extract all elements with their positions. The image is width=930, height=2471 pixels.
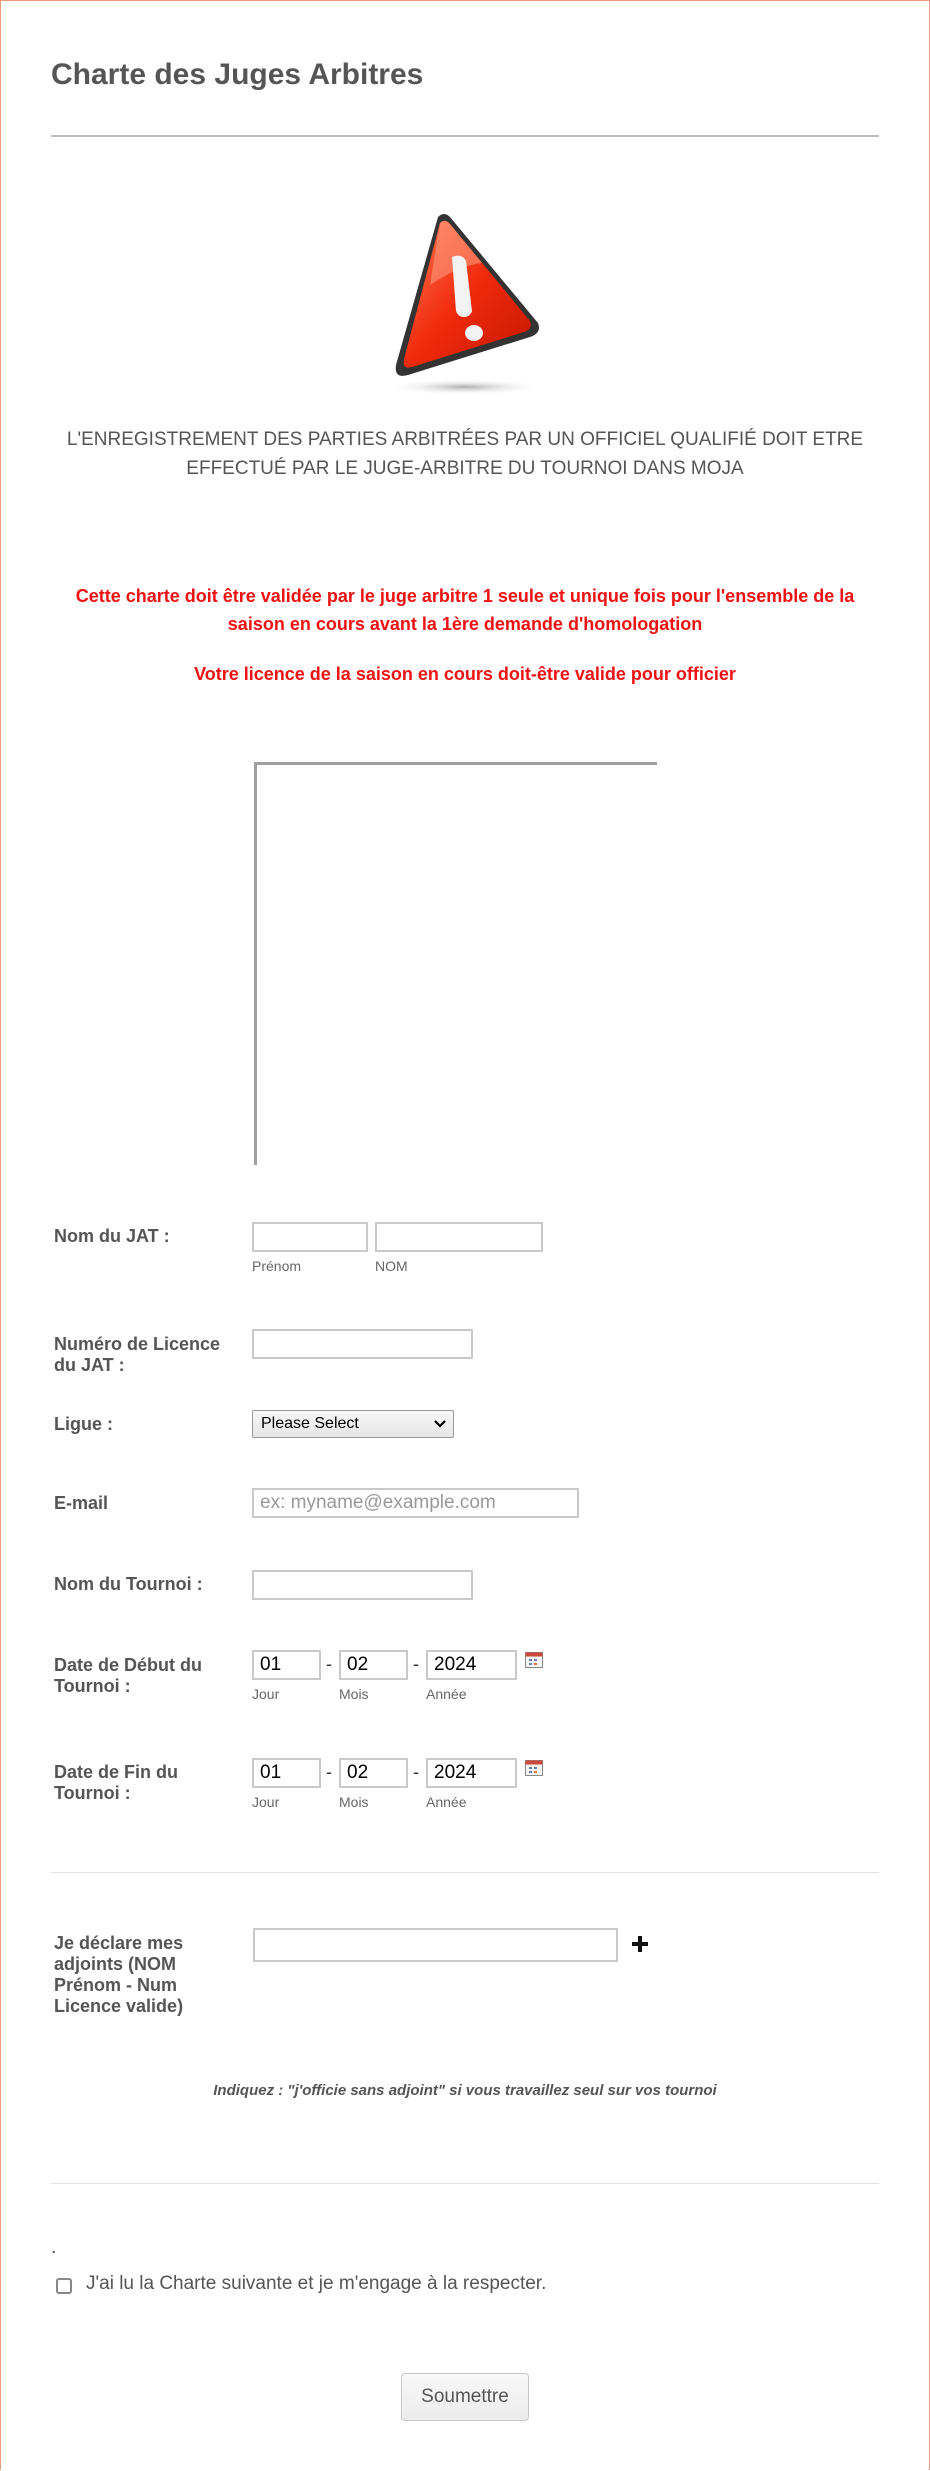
charter-embed-frame[interactable] — [254, 762, 657, 1165]
ligue-label: Ligue : — [54, 1414, 113, 1434]
date-separator: - — [413, 1654, 419, 1674]
charter-agree-label[interactable]: J'ai lu la Charte suivante et je m'engage à la respecter. — [86, 2273, 547, 2294]
last-name-sublabel: NOM — [375, 1258, 408, 1274]
chevron-down-icon — [433, 1415, 447, 1433]
date-debut-label-line2: Tournoi : — [54, 1676, 131, 1696]
month-sublabel: Mois — [339, 1794, 369, 1810]
last-name-input[interactable] — [375, 1222, 543, 1252]
adjoints-label-line3: Prénom - Num — [54, 1975, 178, 1995]
tournoi-input[interactable] — [252, 1570, 473, 1600]
charter-agree-checkbox[interactable] — [56, 2278, 72, 2294]
date-debut-day-input[interactable]: 01 — [252, 1650, 321, 1680]
email-label: E-mail — [54, 1493, 109, 1513]
warning-triangle-icon — [370, 205, 560, 405]
form-title: Charte des Juges Arbitres — [51, 58, 424, 91]
date-fin-day-input[interactable]: 01 — [252, 1758, 321, 1788]
date-fin-month-input[interactable]: 02 — [339, 1758, 408, 1788]
first-name-input[interactable] — [252, 1222, 368, 1252]
email-input[interactable]: ex: myname@example.com — [252, 1488, 579, 1518]
date-separator: - — [413, 1762, 419, 1782]
section-divider — [51, 2183, 879, 2184]
day-sublabel: Jour — [252, 1794, 280, 1810]
adjoints-label-line1: Je déclare mes — [54, 1933, 184, 1953]
day-sublabel: Jour — [252, 1686, 280, 1702]
adjoints-label-line2: adjoints (NOM — [54, 1954, 176, 1974]
licence-warning: Votre licence de la saison en cours doit-être valide pour officier — [194, 664, 736, 684]
section-divider — [51, 1872, 879, 1873]
moja-notice: L'ENREGISTREMENT DES PARTIES ARBITRÉES PAR UN OFFICIEL QUALIFIÉ DOIT ETRE EFFECTUÉ PAR LE JUGE-ARBITRE DU TOURNOI DANS MOJA — [66, 429, 864, 479]
date-debut-year-input[interactable]: 2024 — [426, 1650, 517, 1680]
date-fin-label-line1: Date de Fin du — [54, 1762, 179, 1782]
charter-warning-line2: saison en cours avant la 1ère demande d'homologation — [227, 614, 703, 634]
date-fin-label — [54, 1762, 244, 1804]
nom-jat-label: Nom du JAT : — [54, 1226, 170, 1246]
submit-button[interactable]: Soumettre — [401, 2373, 529, 2421]
calendar-icon[interactable] — [525, 1760, 543, 1776]
licence-input[interactable] — [252, 1329, 473, 1359]
ligue-selected-value: Please Select — [261, 1415, 359, 1432]
licence-label — [54, 1334, 244, 1376]
charter-dot: . — [51, 2236, 57, 2258]
calendar-icon[interactable] — [525, 1652, 543, 1668]
date-fin-year-input[interactable]: 2024 — [426, 1758, 517, 1788]
adjoints-hint: Indiquez : "j'officie sans adjoint" si vous travaillez seul sur vos tournoi — [213, 2082, 717, 2099]
date-separator: - — [326, 1654, 332, 1674]
year-sublabel: Année — [426, 1686, 467, 1702]
date-separator: - — [326, 1762, 332, 1782]
tournoi-label: Nom du Tournoi : — [54, 1574, 203, 1594]
add-adjoint-plus-icon[interactable] — [630, 1934, 650, 1954]
date-debut-label — [54, 1655, 244, 1697]
date-fin-label-line2: Tournoi : — [54, 1783, 131, 1803]
ligue-select[interactable] — [252, 1410, 454, 1438]
licence-label-line2: du JAT : — [54, 1355, 125, 1375]
date-debut-label-line1: Date de Début du — [54, 1655, 203, 1675]
adjoints-label-line4: Licence valide) — [54, 1996, 184, 2016]
date-debut-month-input[interactable]: 02 — [339, 1650, 408, 1680]
first-name-sublabel: Prénom — [252, 1258, 302, 1274]
year-sublabel: Année — [426, 1794, 467, 1810]
month-sublabel: Mois — [339, 1686, 369, 1702]
adjoints-label — [54, 1933, 214, 2017]
adjoints-input[interactable] — [253, 1928, 618, 1962]
charter-warning-line1: Cette charte doit être validée par le juge arbitre 1 seule et unique fois pour l'ensemble de la — [75, 586, 855, 606]
title-divider — [51, 135, 879, 137]
licence-label-line1: Numéro de Licence — [54, 1334, 221, 1354]
